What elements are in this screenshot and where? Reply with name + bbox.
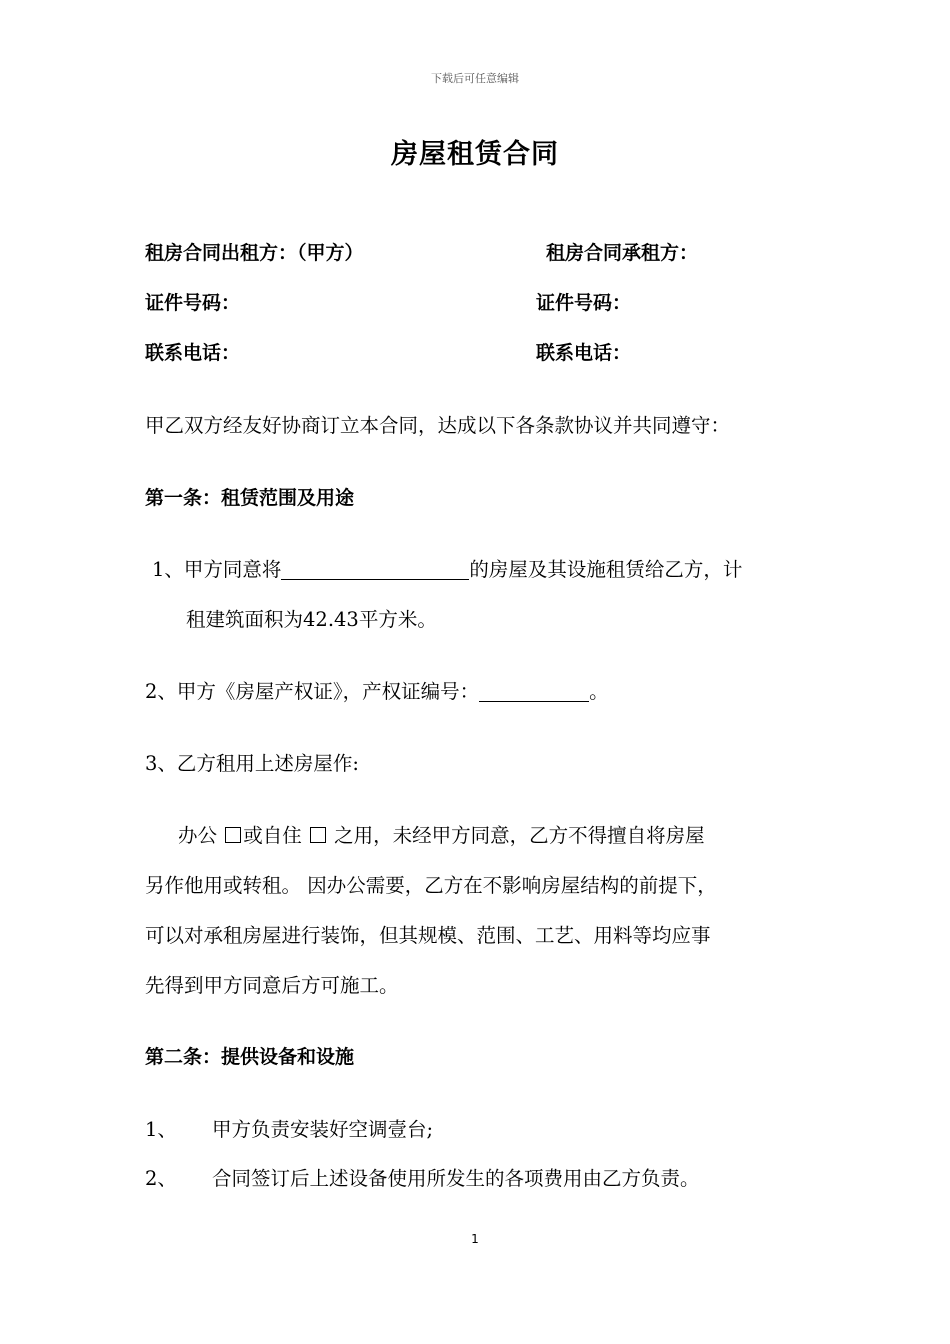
use-line3: 可以对承租房屋进行装饰，但其规模、范围、工艺、用料等均应事 bbox=[145, 924, 711, 947]
article2-item1-text: 甲方负责安装好空调壹台; bbox=[212, 1118, 434, 1141]
premises-address-blank bbox=[281, 559, 469, 580]
intro-paragraph: 甲乙双方经友好协商订立本合同，达成以下各条款协议并共同遵守： bbox=[145, 414, 731, 437]
lessor-label: 租房合同出租方：（甲方） bbox=[145, 242, 364, 264]
lessee-id-label: 证件号码： bbox=[536, 292, 632, 314]
article2-item1-num: 1、 bbox=[145, 1118, 177, 1141]
article1-item3: 3、乙方租用上述房屋作: bbox=[145, 752, 359, 775]
article1-item2-suffix: 。 bbox=[589, 680, 609, 703]
article1-item2 bbox=[145, 676, 609, 704]
use-line1-rest: 之用，未经甲方同意，乙方不得擅自将房屋 bbox=[327, 824, 705, 847]
use-line4: 先得到甲方同意后方可施工。 bbox=[145, 974, 399, 997]
article1-heading: 第一条：租赁范围及用途 bbox=[145, 487, 355, 509]
lessor-phone-label: 联系电话： bbox=[145, 342, 241, 364]
document-title: 房屋租赁合同 bbox=[391, 139, 559, 170]
lessor-id-label: 证件号码： bbox=[145, 292, 241, 314]
residence-checkbox[interactable] bbox=[310, 827, 326, 843]
article1-item1-prefix: 1、甲方同意将 bbox=[152, 558, 282, 581]
use-office-label: 办公 bbox=[178, 824, 224, 847]
article2-item2-num: 2、 bbox=[145, 1167, 177, 1190]
article2-item2-text: 合同签订后上述设备使用所发生的各项费用由乙方负责。 bbox=[212, 1167, 700, 1190]
certificate-number-blank bbox=[479, 681, 589, 702]
lessee-label: 租房合同承租方： bbox=[546, 242, 699, 264]
office-checkbox[interactable] bbox=[225, 827, 241, 843]
use-residence-label: 或自住 bbox=[243, 824, 308, 847]
article2-heading: 第二条：提供设备和设施 bbox=[145, 1046, 355, 1068]
page-number: 1 bbox=[471, 1232, 479, 1246]
lessee-phone-label: 联系电话： bbox=[536, 342, 632, 364]
article1-item1-suffix: 的房屋及其设施租赁给乙方，计 bbox=[469, 558, 743, 581]
article1-item1-line2: 租建筑面积为42.43平方米。 bbox=[186, 608, 437, 631]
header-note: 下载后可任意编辑 bbox=[431, 72, 519, 85]
article1-item2-prefix: 2、甲方《房屋产权证》，产权证编号： bbox=[145, 680, 480, 703]
use-line2: 另作他用或转租。 因办公需要，乙方在不影响房屋结构的前提下， bbox=[145, 874, 717, 897]
use-line1 bbox=[178, 820, 705, 848]
article1-item1 bbox=[152, 554, 742, 582]
